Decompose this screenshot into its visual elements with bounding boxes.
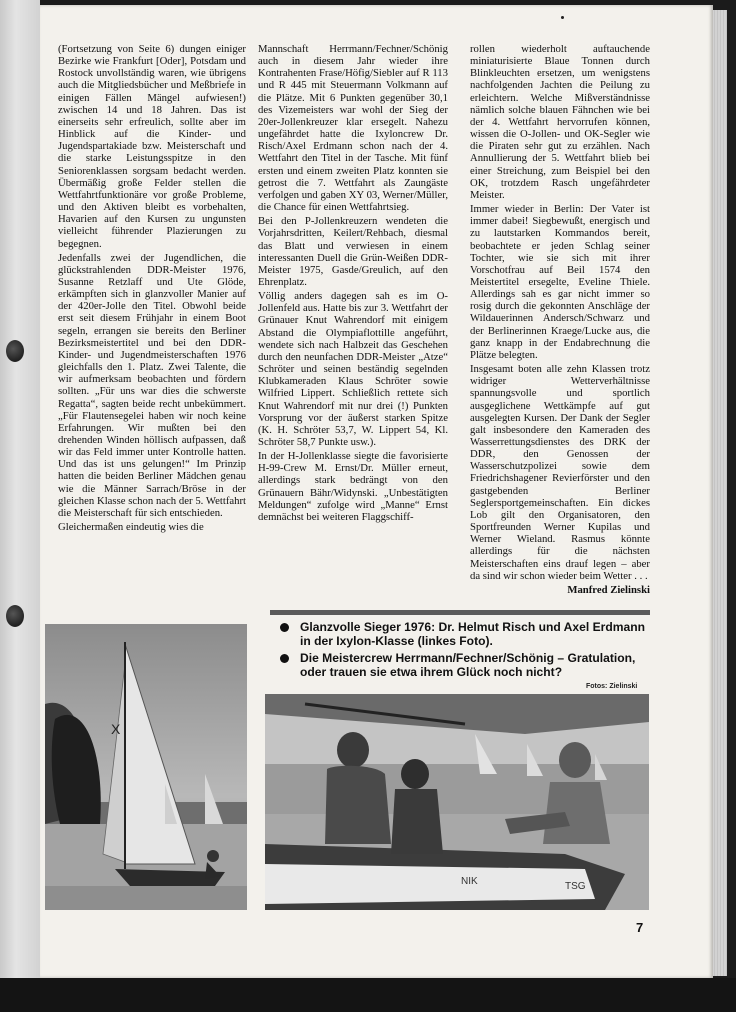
sailboat-photo-illustration (45, 624, 247, 910)
caption-item (280, 651, 656, 679)
paragraph: (Fortsetzung von Seite 6) dungen einiger Bezirke wie Frankfurt [Oder], Potsdam und Rostock unvollständig waren, wie übrigens auch die Mitgliedsbücher und Meßbriefe in einigen Fällen Mängel aufwiesen!) zwischen 14 und 18 Jahren. Das ist einerseits sehr erfreulich, sollte aber im Hinblick auf die Kinder- und Jugendspartakiade bzw. Meisterschaft und die starke Leistungsspitze in den Seniorenklassen sorgsam bedacht werden. Übermäßig große Felder stellen die Wettfahrtfunktionäre vor große Probleme, und den Aktiven bleibt es vorbehalten, Havarien auf den Kursen zu ungunsten vielleicht führender Plazierungen zu begegnen. (58, 43, 246, 250)
caption-divider-bar (270, 610, 650, 615)
bullet-icon (280, 654, 289, 663)
paragraph: Völlig anders dagegen sah es im O-Jollenfeld aus. Hatte bis zur 3. Wettfahrt der Grünauer Knut Wahrendorf mit einigem Abstand die Olympiaflottille angeführt, wendete sich nach Halbzeit das Geschehen durch den neunfachen DDR-Meister „Atze“ Schröter und seinen beständig segelnden Klubkameraden Klaus Schröter sowie Wilfried Lippert. Schließlich rettete sich Knut Wahrendorf mit nur drei (!) Punkten Vorsprung vor der äußerst starken Spitze (K. H. Schröter 53,7, W. Lippert 54, Kl. Schröter 58,7 Punkte usw.). (258, 290, 448, 448)
print-speck (561, 16, 564, 19)
photo-captions (280, 620, 656, 679)
paragraph: Mannschaft Herrmann/Fechner/Schönig auch in diesem Jahr wieder ihre Kontrahenten Frase/Höfig/Siebler auf R 113 und R 445 mit Steuermann Volkmann auf die Plätze. Mit 6 Punkten gegenüber 30,1 des Vizemeisters war wohl der Sieg der 20er-Jollenkreuzer klar ersegelt. Nahezu ungefährdet hatte die Ixyloncrew Dr. Risch/Axel Erdmann schon nach der 4. Wettfahrt den Titel in der Tasche. Mit fünf ersten und einem zweiten Platz konnten sie getrost die 7. Wettfahrt als Zaungäste verfolgen und gaben XY 03, Werner/Müller, die Chance für einen Wettfahrtsieg. (258, 43, 448, 214)
author-byline: Manfred Zielinski (567, 583, 650, 596)
sail-number: X (111, 721, 121, 737)
photo-ixylon-sailboat (45, 624, 247, 910)
caption-item (280, 620, 656, 648)
article-column-2 (258, 43, 448, 523)
caption-text: Die Meistercrew Herrmann/Fechner/Schönig – Gratulation, oder trauen sie etwa ihrem Glück noch nicht? (300, 651, 636, 679)
paragraph: Immer wieder in Berlin: Der Vater ist immer dabei! Siegbewußt, energisch und zu lautstarken Kommandos bereit, beobachtete er jeden Schlag seiner Tochter, wie sie sich mit ihrer Vorschotfrau auf Beil 1574 den Meistertitel ersegelte, Eveline Thiele. Allerdings sah es gar nicht immer so rosig durch die gekonnten Anschläge der Wildauerinnen Andersch/Schwarz und der Berlinerinnen Kraege/Lucke aus, die ganz knapp in der Endabrechnung die Plätze belegten. (470, 203, 650, 361)
caption-text: Glanzvolle Sieger 1976: Dr. Helmut Risch und Axel Erdmann in der Ixylon-Klasse (linkes Foto). (300, 620, 645, 648)
paragraph: Insgesamt boten alle zehn Klassen trotz widriger Wetterverhältnisse spannungsvolle und sportlich ausgeglichene Wettkämpfe auf gut ausgelegten Kursen. Der Dank der Segler galt insbesondere den Kameraden des Wasserrettungsdienstes des DRK der DDR, den Genossen der Wasserschutzpolizei sowie dem Friedrichshagener Revierförster und den gastgebenden Berliner Seglersportgemeinschaften. Ein dickes Lob gilt den Organisatoren, den Sportfreunden Werner Kupilas und Werner Wieland. Rasmus könnte allerdings für die nächsten Meisterschaften eins drauf legen – aber da sind wir schon wieder beim Wetter . . . (470, 363, 650, 582)
article-column-3 (470, 43, 650, 596)
paragraph: Gleichermaßen eindeutig wies die (58, 521, 204, 534)
punch-hole (6, 340, 24, 362)
paragraph: In der H-Jollenklasse siegte die favorisierte H-99-Crew M. Ernst/Dr. Müller erneut, allerdings stark bedrängt von den Grünauern Bähr/Widynski. „Unbestätigten Meldungen“ zufolge wird „Manne“ Ernst demnächst bei weiteren Flaggschiff- (258, 450, 448, 523)
page-number: 7 (636, 920, 644, 935)
hull-marking: TSG (565, 881, 586, 892)
punch-hole (6, 605, 24, 627)
paragraph: Jedenfalls zwei der Jugendlichen, die glückstrahlenden DDR-Meister 1976, Susanne Retzlaff und Ute Glöde, erkämpften sich in glanzvoller Manier auf der 420er-Jolle den Titel. Obwohl beide erst seit diesem Frühjahr in einem Boot segeln, errangen sie bereits den Berliner Bezirksmeistertitel und bei den DDR-Kinder- und Jugendmeisterschaften 1976 gleichfalls den 1. Platz. Zwei Talente, die wir aufmerksam beobachten und fördern sollten. „Für uns war dies die schwerste Regatta“, sagten beide recht unbekümmert. „Für Flautensegelei haben wir noch keine Erfahrungen. Wir mußten bei den drehenden Winden höllisch aufpassen, daß wir das Feld immer unter Kontrolle hatten. Und das ist uns gelungen!“ Im Prinzip hatten die beiden Berliner Mädchen genau wie die Männer Sarrach/Bröse in der gleichen Klasse schon nach der 5. Wettfahrt die Meisterschaft für sich entschieden. (58, 251, 246, 519)
binder-strip (0, 0, 40, 978)
paragraph: Bei den P-Jollenkreuzern wendeten die Vorjahrsdritten, Keilert/Rehbach, diesmal das Blatt und verwiesen in einem interessanten Duell die Grün-Weißen DDR-Meister 1975, Gasde/Greulich, auf den Ehrenplatz. (258, 215, 448, 288)
crew-photo-illustration (265, 694, 649, 910)
article-column-1 (58, 43, 246, 533)
page-stack-edge (713, 10, 727, 976)
bullet-icon (280, 623, 289, 632)
photo-meistercrew (265, 694, 649, 910)
photo-credit: Fotos: Zielinski (586, 683, 638, 690)
scan-background (0, 978, 736, 1012)
paragraph: rollen wiederholt auftauchende miniaturisierte Blaue Tonnen durch Blinkleuchten ersetzen, um wenigstens nachfolgenden Jachten die Peilung zu erleichtern. Welche Mißverständnisse nämlich solche blauen Fähnchen wie bei der 4. Wettfahrt hervorrufen können, wissen die O-Jollen- und OK-Segler wie die Piraten sehr gut zu erzählen. Nach Annullierung der 5. Wettfahrt blieb bei einer Streichung, zum Beispiel bei den OK, trotzdem Rasch ungefährdeter Meister. (470, 43, 650, 201)
hull-marking: NIK (461, 876, 478, 887)
